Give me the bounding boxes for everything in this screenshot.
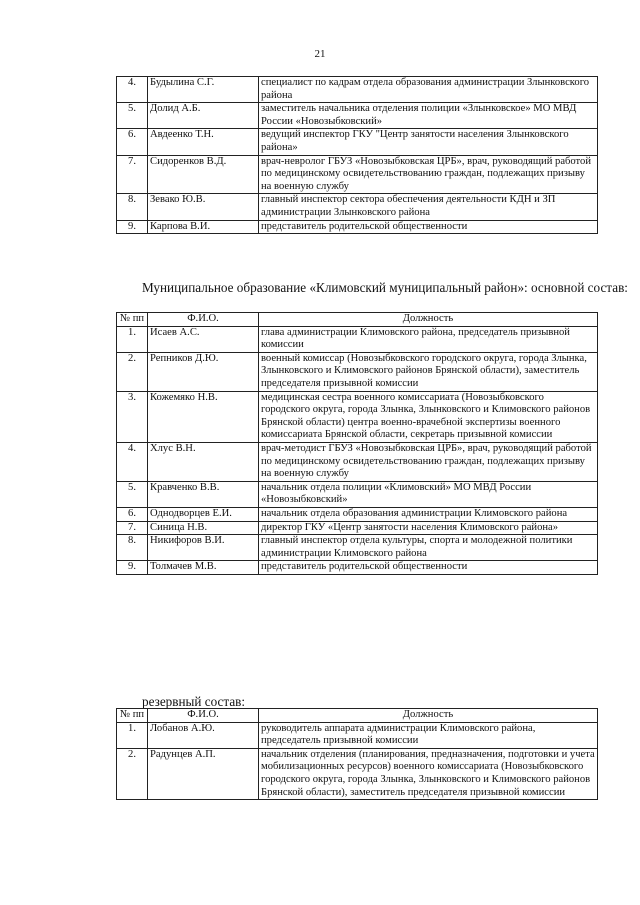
person-name: Лобанов А.Ю. xyxy=(148,722,259,748)
table-row xyxy=(117,507,598,521)
position-text: представитель родительской общественности xyxy=(259,561,598,575)
header-name: Ф.И.О. xyxy=(148,709,259,723)
position-text: главный инспектор отдела культуры, спорта и молодежной политики администрации Климовского района xyxy=(259,535,598,561)
person-name: Никифоров В.И. xyxy=(148,535,259,561)
table-row xyxy=(117,442,598,481)
person-name: Карпова В.И. xyxy=(148,220,259,234)
table-row xyxy=(117,535,598,561)
header-position: Должность xyxy=(259,313,598,327)
table-header-row xyxy=(117,313,598,327)
row-number: 6. xyxy=(117,507,148,521)
position-text: представитель родительской общественности xyxy=(259,220,598,234)
commission-table-zlynka xyxy=(116,76,598,234)
position-text: главный инспектор сектора обеспечения деятельности КДН и ЗП администрации Злынковского района xyxy=(259,194,598,220)
row-number: 5. xyxy=(117,103,148,129)
row-number: 1. xyxy=(117,722,148,748)
person-name: Будылина С.Г. xyxy=(148,77,259,103)
position-text: глава администрации Климовского района, председатель призывной комиссии xyxy=(259,326,598,352)
position-text: руководитель аппарата администрации Климовского района, председатель призывной комиссии xyxy=(259,722,598,748)
page-number: 21 xyxy=(314,48,326,60)
person-name: Кравченко В.В. xyxy=(148,481,259,507)
table-row xyxy=(117,77,598,103)
person-name: Сидоренков В.Д. xyxy=(148,155,259,194)
person-name: Радунцев А.П. xyxy=(148,748,259,799)
person-name: Авдеенко Т.Н. xyxy=(148,129,259,155)
position-text: врач-невролог ГБУЗ «Новозыбковская ЦРБ», врач, руководящий работой по медицинскому освидетельствованию граждан, подлежащих призыву на военную службу xyxy=(259,155,598,194)
row-number: 9. xyxy=(117,220,148,234)
table-row xyxy=(117,481,598,507)
table-row xyxy=(117,220,598,234)
position-text: директор ГКУ «Центр занятости населения Климовского района» xyxy=(259,521,598,535)
table-row xyxy=(117,129,598,155)
row-number: 1. xyxy=(117,326,148,352)
row-number: 4. xyxy=(117,77,148,103)
row-number: 8. xyxy=(117,194,148,220)
position-text: начальник отделения (планирования, предназначения, подготовки и учета мобилизационных ресурсов) военного комиссариата (Новозыбковского городского округа, города Злынка, Злынковского и Климовского районов Брянской области), заместитель председателя призывной комиссии xyxy=(259,748,598,799)
table-row xyxy=(117,722,598,748)
person-name: Репников Д.Ю. xyxy=(148,352,259,391)
table-row xyxy=(117,103,598,129)
commission-table-klimovsky-main xyxy=(116,312,598,575)
position-text: специалист по кадрам отдела образования администрации Злынковского района xyxy=(259,77,598,103)
person-name: Хлус В.Н. xyxy=(148,442,259,481)
position-text: начальник отдела образования администрации Климовского района xyxy=(259,507,598,521)
position-text: медицинская сестра военного комиссариата (Новозыбковского городского округа, города Злынка, Злынковского и Климовского районов Брянской области) центра военно-врачебной экспертизы военного комиссариата Брянской области, секретарь призывной комиссии xyxy=(259,391,598,442)
table-row xyxy=(117,194,598,220)
person-name: Зевако Ю.В. xyxy=(148,194,259,220)
row-number: 7. xyxy=(117,521,148,535)
section-heading-klimovsky-reserve: резервный состав: xyxy=(142,694,246,709)
table-row xyxy=(117,352,598,391)
header-num: № пп xyxy=(117,709,148,723)
position-text: ведущий инспектор ГКУ "Центр занятости населения Злынковского района» xyxy=(259,129,598,155)
table-header-row xyxy=(117,709,598,723)
table-row xyxy=(117,521,598,535)
table-row xyxy=(117,748,598,799)
person-name: Синица Н.В. xyxy=(148,521,259,535)
person-name: Долид А.Б. xyxy=(148,103,259,129)
row-number: 6. xyxy=(117,129,148,155)
row-number: 8. xyxy=(117,535,148,561)
table-row xyxy=(117,326,598,352)
position-text: врач-методист ГБУЗ «Новозыбковская ЦРБ», врач, руководящий работой по медицинскому освидетельствованию граждан, подлежащих призыву на военную службу xyxy=(259,442,598,481)
header-num: № пп xyxy=(117,313,148,327)
person-name: Кожемяко Н.В. xyxy=(148,391,259,442)
row-number: 3. xyxy=(117,391,148,442)
section-heading-klimovsky-main: Муниципальное образование «Климовский муниципальный район»: основной состав: xyxy=(142,280,628,295)
position-text: начальник отдела полиции «Климовский» МО МВД России «Новозыбковский» xyxy=(259,481,598,507)
row-number: 2. xyxy=(117,352,148,391)
header-position: Должность xyxy=(259,709,598,723)
person-name: Исаев А.С. xyxy=(148,326,259,352)
table-row xyxy=(117,391,598,442)
commission-table-klimovsky-reserve xyxy=(116,708,598,800)
person-name: Толмачев М.В. xyxy=(148,561,259,575)
row-number: 9. xyxy=(117,561,148,575)
table-row xyxy=(117,155,598,194)
row-number: 4. xyxy=(117,442,148,481)
header-name: Ф.И.О. xyxy=(148,313,259,327)
row-number: 5. xyxy=(117,481,148,507)
person-name: Однодворцев Е.И. xyxy=(148,507,259,521)
row-number: 7. xyxy=(117,155,148,194)
row-number: 2. xyxy=(117,748,148,799)
table-row xyxy=(117,561,598,575)
position-text: военный комиссар (Новозыбковского городского округа, города Злынка, Злынковского и Климовского районов Брянской области), заместитель председателя призывной комиссии xyxy=(259,352,598,391)
position-text: заместитель начальника отделения полиции «Злынковское» МО МВД России «Новозыбковский» xyxy=(259,103,598,129)
